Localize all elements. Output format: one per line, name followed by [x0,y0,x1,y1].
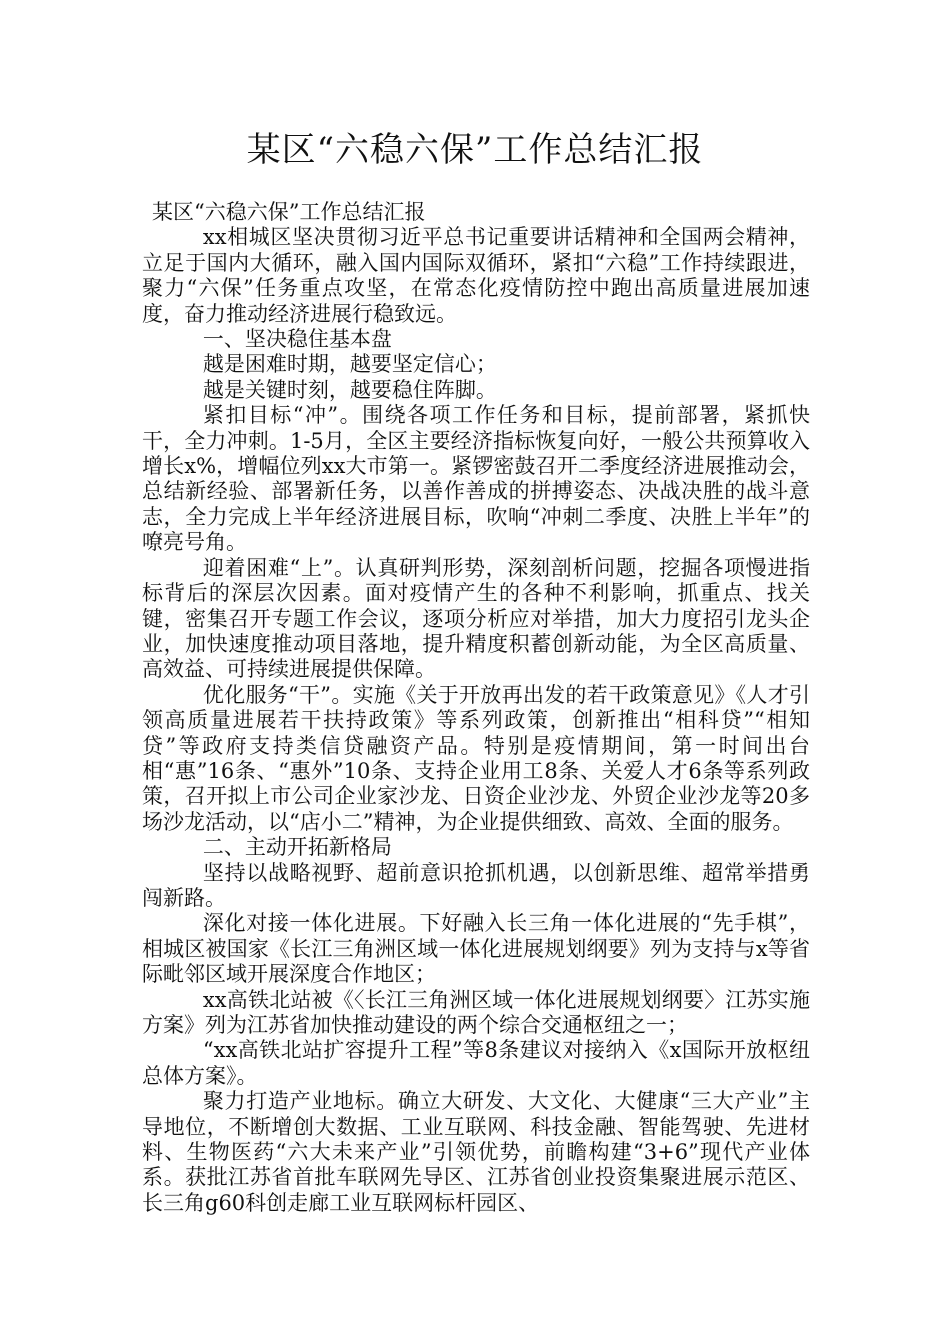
document-body [142,200,810,1216]
body-paragraph: 坚持以战略视野、超前意识抢抓机遇，以创新思维、超常举措勇闯新路。 [142,860,810,910]
body-paragraph: 迎着困难“上”。认真研判形势，深刻剖析问题，挖掘各项慢进指标背后的深层次因素。面对疫情产生的各种不利影响，抓重点、找关键，密集召开专题工作会议，逐项分析应对举措，加大力度招引龙头企业，加快速度推动项目落地，提升精度积蓄创新动能，为全区高质量、高效益、可持续进展提供保障。 [142,555,810,682]
body-paragraph: 深化对接一体化进展。下好融入长三角一体化进展的“先手棋”，相城区被国家《长江三角洲区域一体化进展规划纲要》列为支持与x等省际毗邻区域开展深度合作地区； [142,911,810,987]
body-paragraph: 越是关键时刻，越要稳住阵脚。 [202,377,497,402]
body-paragraph: xx相城区坚决贯彻习近平总书记重要讲话精神和全国两会精神，立足于国内大循环，融入国内国际双循环，紧扣“六稳”工作持续跟进，聚力“六保”任务重点攻坚，在常态化疫情防控中跑出高质量进展加速度，奋力推动经济进展行稳致远。 [142,225,810,326]
document-title: 某区“六稳六保”工作总结汇报 [246,130,704,170]
body-paragraph: 紧扣目标“冲”。围绕各项工作任务和目标，提前部署，紧抓快干，全力冲刺。1-5月，全区主要经济指标恢复向好，一般公共预算收入增长x%，增幅位列xx大市第一。紧锣密鼓召开二季度经济进展推动会，总结新经验、部署新任务，以善作善成的拼搏姿态、决战决胜的战斗意志，全力完成上半年经济进展目标，吹响“冲刺二季度、决胜上半年”的嘹亮号角。 [142,403,810,555]
section-heading: 二、主动开拓新格局 [202,835,392,860]
section-heading: 一、坚决稳住基本盘 [202,327,392,352]
document-subtitle: 某区“六稳六保”工作总结汇报 [152,200,426,224]
body-paragraph: 优化服务“干”。实施《关于开放再出发的若干政策意见》《人才引领高质量进展若干扶持政策》等系列政策，创新推出“相科贷”“相知贷”等政府支持类信贷融资产品。特别是疫情期间，第一时间出台相“惠”16条、“惠外”10条、支持企业用工8条、关爱人才6条等系列政策，召开拟上市公司企业家沙龙、日资企业沙龙、外贸企业沙龙等20多场沙龙活动，以“店小二”精神，为企业提供细致、高效、全面的服务。 [142,682,810,834]
body-paragraph: 聚力打造产业地标。确立大研发、大文化、大健康“三大产业”主导地位，不断增创大数据、工业互联网、科技金融、智能驾驶、先进材料、生物医药“六大未来产业”引领优势，前瞻构建“3+6”现代产业体系。获批江苏省首批车联网先导区、江苏省创业投资集聚进展示范区、长三角g60科创走廊工业互联网标杆园区、 [142,1089,810,1215]
body-paragraph: “xx高铁北站扩容提升工程”等8条建议对接纳入《x国际开放枢纽总体方案》。 [142,1038,810,1088]
body-paragraph: xx高铁北站被《〈长江三角洲区域一体化进展规划纲要〉江苏实施方案》列为江苏省加快推动建设的两个综合交通枢纽之一； [142,987,810,1037]
body-paragraph: 越是困难时期，越要坚定信心； [202,352,497,377]
